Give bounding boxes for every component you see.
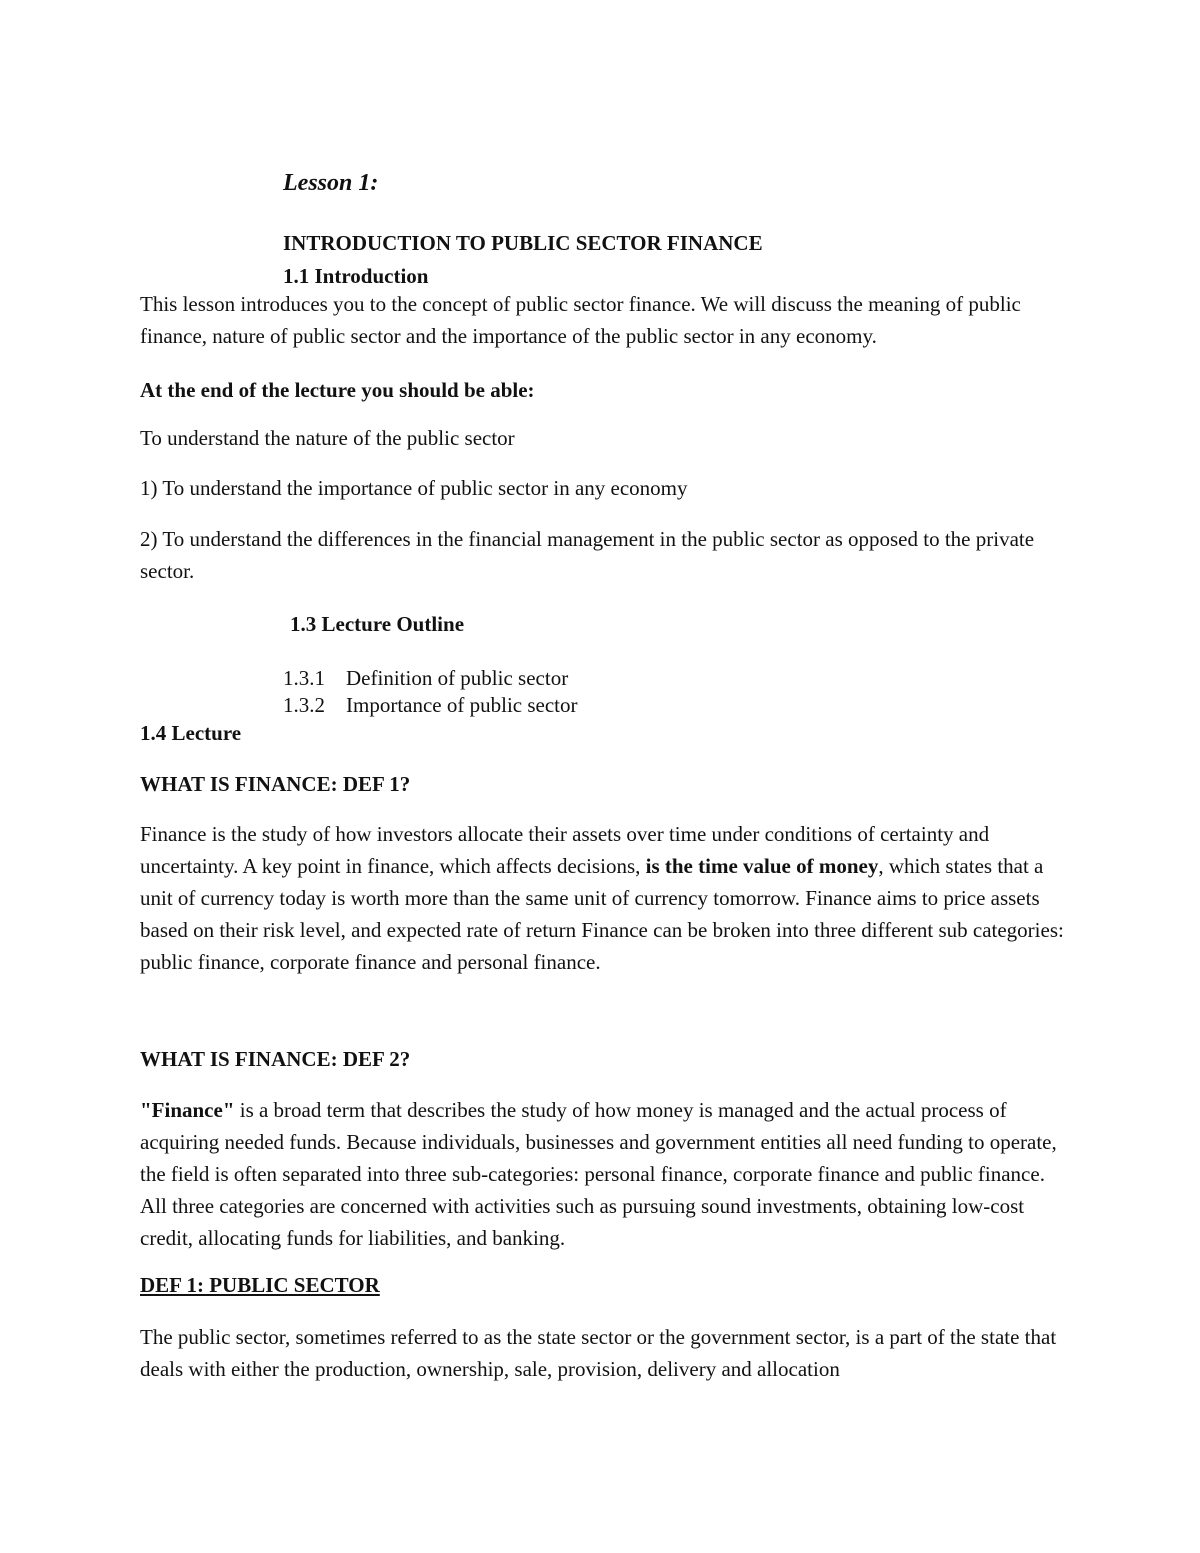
def1-heading: WHAT IS FINANCE: DEF 1?	[140, 772, 411, 796]
objective-intro: To understand the nature of the public sector	[140, 426, 515, 450]
outline-item-label: Importance of public sector	[346, 693, 578, 717]
outline-item	[283, 666, 568, 691]
public-sector-paragraph: The public sector, sometimes referred to as the state sector or the government sector, is a part of the state that deals with either the production, ownership, sale, provision, delivery and allocation	[140, 1325, 1057, 1381]
intro-paragraph: This lesson introduces you to the concept of public sector finance. We will discuss the meaning of public finance, nature of public sector and the importance of the public sector in any economy.	[140, 292, 1021, 348]
def2-paragraph	[140, 1094, 1070, 1254]
outline-item	[283, 693, 578, 718]
objectives-heading: At the end of the lecture you should be able:	[140, 378, 535, 402]
outline-item-number: 1.3.1	[283, 666, 325, 690]
public-sector-heading: DEF 1: PUBLIC SECTOR	[140, 1273, 380, 1297]
outline-item-number: 1.3.2	[283, 693, 325, 717]
def2-heading: WHAT IS FINANCE: DEF 2?	[140, 1047, 411, 1071]
outline-item-label: Definition of public sector	[346, 666, 569, 690]
document-subtitle: INTRODUCTION TO PUBLIC SECTOR FINANCE	[283, 231, 763, 255]
section-heading-introduction: 1.1 Introduction	[283, 264, 429, 288]
lecture-heading: 1.4 Lecture	[140, 721, 242, 745]
objective-item: 2) To understand the differences in the financial management in the public sector as opposed to the private sector.	[140, 527, 1035, 583]
objective-item: 1) To understand the importance of public sector in any economy	[140, 476, 688, 500]
def2-bold-term: "Finance"	[140, 1098, 235, 1122]
def1-text-start: Finance is the study of how investors allocate their assets over time under conditions of certainty and uncertainty. A key point in finance, which affects decisions,	[140, 822, 990, 878]
outline-heading: 1.3 Lecture Outline	[290, 612, 465, 636]
def1-text-end: , which states that a unit of currency today is worth more than the same unit of currency tomorrow. Finance aims to price assets based on their risk level, and expected rate of return Finance can be broken into three different sub categories: public finance, corporate finance and personal finance.	[140, 854, 1064, 974]
def1-bold-term: is the time value of money	[645, 854, 879, 878]
def1-paragraph	[140, 818, 1070, 978]
lesson-title: Lesson 1:	[283, 170, 379, 196]
def2-text: is a broad term that describes the study of how money is managed and the actual process of acquiring needed funds. Because individuals, businesses and government entities all need funding to operate, the field is often separated into three sub-categories: personal finance, corporate finance and public finance. All three categories are concerned with activities such as pursuing sound investments, obtaining low-cost credit, allocating funds for liabilities, and banking.	[140, 1098, 1057, 1250]
